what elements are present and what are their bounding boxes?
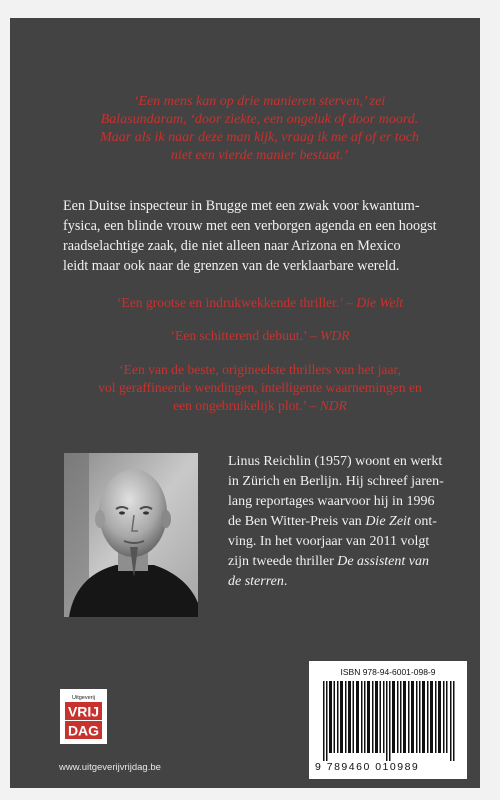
bio-line	[228, 572, 460, 592]
barcode-digits: 9 789460 010989	[315, 761, 420, 773]
back-cover	[10, 18, 480, 788]
logo-line1: VRIJ	[67, 703, 100, 720]
quote-line: Balasundaram, ‘door ziekte, een ongeluk of door moord.	[100, 112, 419, 127]
barcode	[309, 661, 467, 779]
review-source: Die Welt	[356, 295, 404, 310]
description-line: Een Duitse inspecteur in Brugge met een zwak voor kwantum-	[63, 198, 420, 214]
quote-line: Maar als ik naar deze man kijk, vraag ik me af of er toch	[100, 130, 419, 145]
review-source: NDR	[319, 398, 347, 413]
author-bio	[228, 452, 460, 592]
publisher-logo	[60, 689, 107, 744]
bio-line: Linus Reichlin (1957) woont en werkt	[228, 454, 443, 469]
bio-text: de Ben Witter-Preis van	[228, 514, 362, 529]
author-photo	[64, 453, 198, 617]
description-line: raadselachtige zaak, die niet alleen naar Arizona en Mexico	[63, 238, 401, 254]
bio-text: ont-	[414, 514, 437, 529]
logo-top-text: Uitgeverij	[72, 695, 95, 701]
review-wdr	[50, 327, 470, 345]
review-text: ‘Een schitterend debuut.’ –	[170, 328, 317, 343]
description-line: fysica, een blinde vrouw met een verborgen agenda en een hoogst	[63, 218, 437, 234]
bio-line	[228, 552, 460, 572]
review-die-welt	[50, 294, 470, 312]
description-line: leidt maar ook naar de grenzen van de verklaarbare wereld.	[63, 258, 400, 274]
bio-italic-title: De assistent van	[337, 554, 429, 569]
review-ndr	[50, 361, 470, 415]
review-text: een ongebruikelijk plot.’ –	[173, 398, 317, 413]
barcode-bars	[323, 681, 457, 761]
bio-text: zijn tweede thriller	[228, 554, 334, 569]
quote-line: niet een vierde manier bestaat.’	[170, 148, 349, 163]
opening-quote	[62, 93, 457, 165]
review-line: ‘Een van de beste, origineelste thrillers van het jaar,	[119, 362, 401, 377]
bio-line: lang reportages waarvoor hij in 1996	[228, 494, 435, 509]
bio-line	[228, 512, 460, 532]
bio-italic-title: Die Zeit	[365, 514, 411, 529]
quote-line: ‘Een mens kan op drie manieren sterven,’ zei	[133, 94, 386, 109]
logo-line2: DAG	[67, 722, 100, 739]
bio-line: ving. In het voorjaar van 2011 volgt	[228, 534, 430, 549]
bio-text: .	[283, 574, 288, 589]
bio-italic-title: de sterren	[228, 574, 284, 589]
review-source: WDR	[320, 328, 350, 343]
review-line: vol geraffineerde wendingen, intelligente waarnemingen en	[98, 380, 422, 395]
bio-line: in Zürich en Berlijn. Hij schreef jaren-	[228, 474, 444, 489]
review-line	[50, 397, 470, 415]
publisher-url: www.uitgeverijvrijdag.be	[59, 762, 161, 773]
isbn-label: ISBN 978-94-6001-098-9	[340, 667, 436, 677]
book-description	[63, 196, 453, 276]
review-text: ‘Een grootse en indrukwekkende thriller.’ –	[116, 295, 353, 310]
